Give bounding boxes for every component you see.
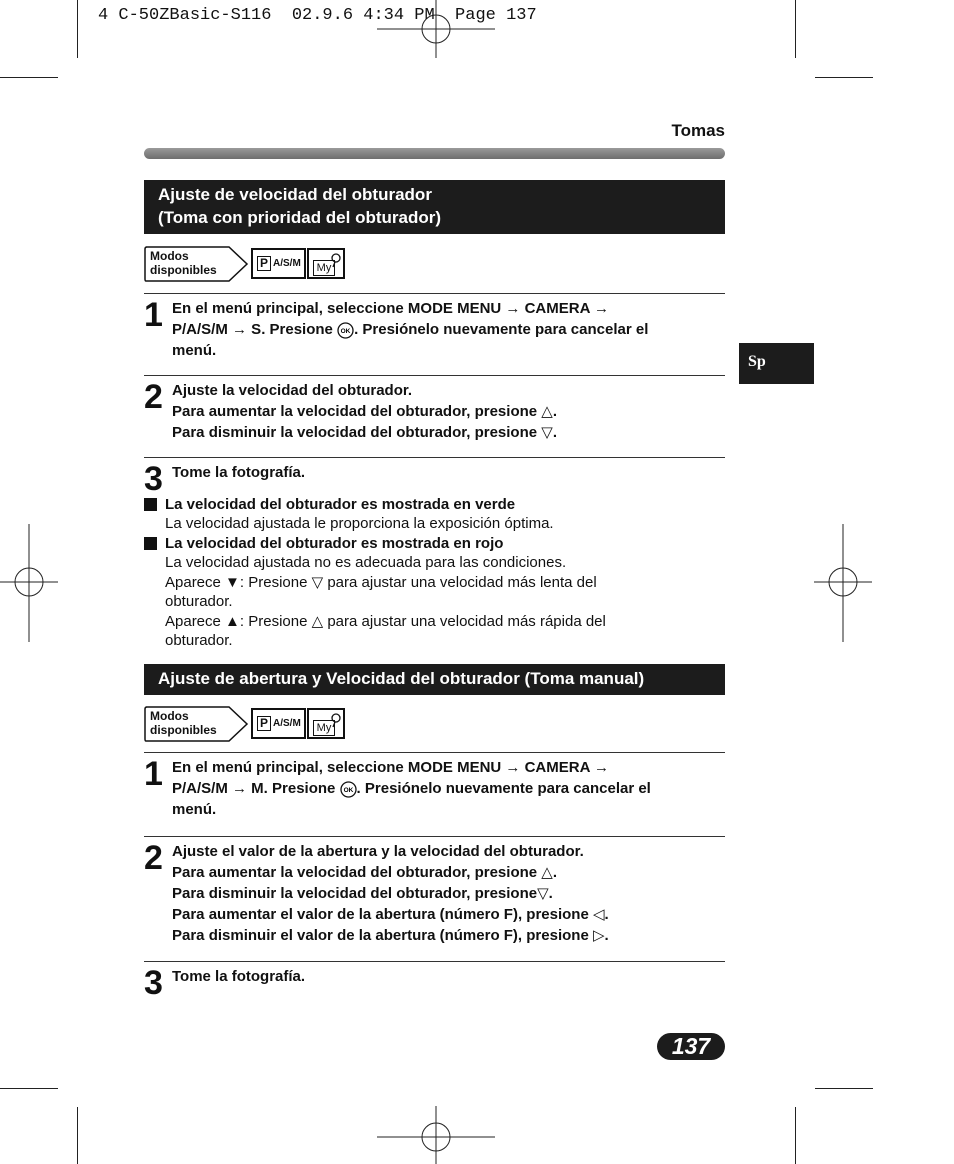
section-header: Tomas xyxy=(671,121,725,140)
step-number: 2 xyxy=(144,378,162,416)
page-number: 137 xyxy=(657,1033,725,1060)
registration-target-bottom xyxy=(377,1106,495,1164)
left-arrow-icon: ◁ xyxy=(592,906,605,923)
svg-text:OK: OK xyxy=(343,786,353,794)
down-arrow-icon: ▽ xyxy=(541,424,553,441)
step3-text: Tome la fotografía. xyxy=(172,968,306,985)
print-slug: 4 C-50ZBasic-S116 02.9.6 4:34 PM Page 137 xyxy=(98,6,537,25)
down-triangle-icon: ▼ xyxy=(225,573,240,591)
mode-pasm-icon: P A/S/M xyxy=(251,248,306,279)
section2-title-banner: Ajuste de abertura y Velocidad del obturador (Toma manual) xyxy=(144,664,725,695)
mode-my-icon: My xyxy=(307,248,345,279)
header-divider-bar xyxy=(144,148,725,159)
divider xyxy=(144,457,725,458)
right-arrow-icon: ▷ xyxy=(592,927,605,944)
bullet-square xyxy=(144,537,157,550)
mode-my-icon: My xyxy=(307,708,345,739)
step3-text: Tome la fotografía. xyxy=(172,464,306,481)
ok-button-icon xyxy=(340,781,357,798)
divider xyxy=(144,375,725,376)
step-number: 1 xyxy=(144,296,162,334)
step-number: 2 xyxy=(144,839,162,877)
section1-title-banner xyxy=(144,180,725,234)
registration-target-left xyxy=(0,524,60,642)
registration-target-right xyxy=(814,524,874,642)
bullet-square xyxy=(144,498,157,511)
step1-text: En el menú principal, seleccione MODE MENU → CAMERA → P/A/S/M → M. Presione OK . Presiónelo nuevamente para cancelar el menú. xyxy=(172,759,651,818)
up-arrow-icon: △ xyxy=(541,864,553,881)
note-green-body: La velocidad ajustada le proporciona la exposición óptima. xyxy=(165,515,554,532)
up-arrow-icon: △ xyxy=(311,612,324,630)
mode-pasm-icon: P A/S/M xyxy=(251,708,306,739)
section1-title-line1: Ajuste de velocidad del obturador xyxy=(158,185,432,204)
note-red-title: La velocidad del obturador es mostrada en rojo xyxy=(165,535,504,552)
note-green-title: La velocidad del obturador es mostrada en verde xyxy=(165,496,516,513)
step-number: 3 xyxy=(144,964,162,1002)
ok-button-icon xyxy=(337,322,354,339)
step-number: 1 xyxy=(144,755,162,793)
divider xyxy=(144,293,725,294)
down-arrow-icon: ▽ xyxy=(537,885,549,902)
svg-text:OK: OK xyxy=(340,327,351,335)
step2-text: Ajuste el valor de la abertura y la velocidad del obturador. Para aumentar la velocidad del obturador, presione △. Para disminuir la velocidad del obturador, presione▽. Para aumentar el valor de la abertura (número F), presione ◁. Para disminuir el valor de la abertura (número F), presione ▷. xyxy=(172,843,609,944)
modes-label: Modos disponibles xyxy=(150,249,217,277)
step1-text: En el menú principal, seleccione MODE MENU → CAMERA → P/A/S/M → S. Presione OK . Presiónelo nuevamente para cancelar el menú. xyxy=(172,300,649,359)
divider xyxy=(144,836,725,837)
language-tab: Sp xyxy=(739,343,814,384)
divider xyxy=(144,752,725,753)
section1-title-line2: (Toma con prioridad del obturador) xyxy=(158,208,442,227)
note-red-body: La velocidad ajustada no es adecuada para las condiciones. Aparece ▼: Presione ▽ para ajustar una velocidad más lenta del obturador. Aparece ▲: Presione △ para ajustar una velocidad más rápida del obturador. xyxy=(165,554,606,649)
step-number: 3 xyxy=(144,460,162,498)
up-triangle-icon: ▲ xyxy=(225,612,240,630)
up-arrow-icon: △ xyxy=(541,403,553,420)
modes-label: Modos disponibles xyxy=(150,709,217,737)
step2-text: Ajuste la velocidad del obturador. Para aumentar la velocidad del obturador, presione △. Para disminuir la velocidad del obturador, presione ▽. xyxy=(172,382,557,441)
divider xyxy=(144,961,725,962)
down-arrow-icon: ▽ xyxy=(311,573,324,591)
